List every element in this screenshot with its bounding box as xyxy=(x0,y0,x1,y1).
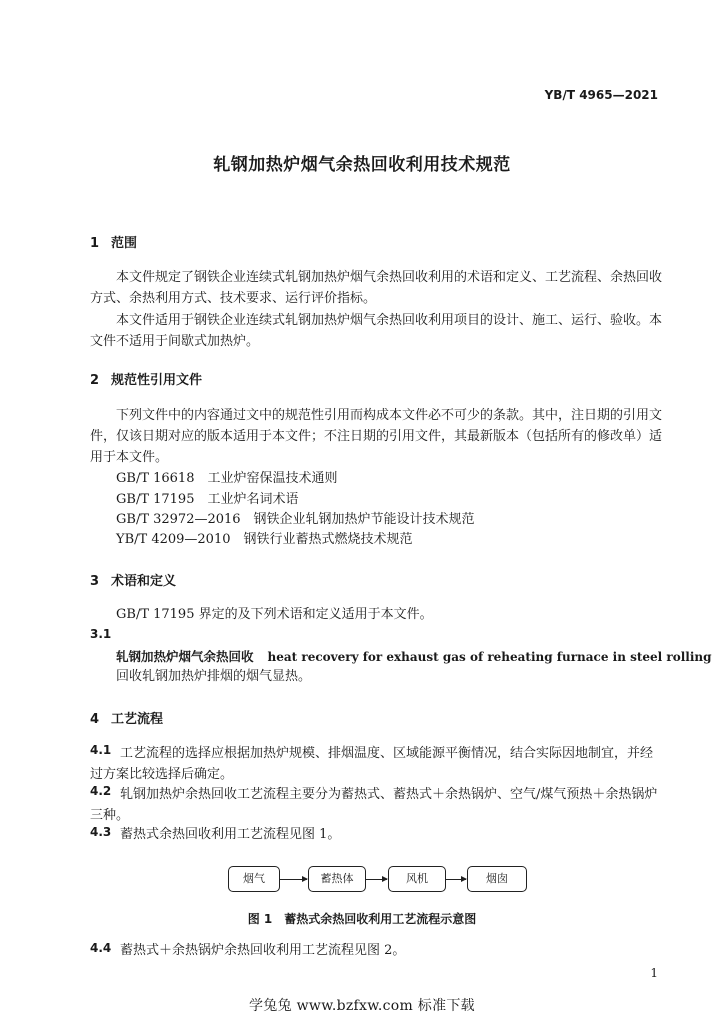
flow-node: 烟囱 xyxy=(467,866,527,892)
standard-code: YB/T 4965—2021 xyxy=(544,88,658,102)
section-number: 3 xyxy=(90,574,100,589)
clause-number: 4.4 xyxy=(90,941,112,955)
clause-text: 工艺流程的选择应根据加热炉规模、排烟温度、区域能源平衡情况，结合实际因地制宜，并经过方案比较选择后确定。 xyxy=(90,746,654,782)
section-2-heading xyxy=(90,369,202,388)
reference-item: YB/T 4209—2010 钢铁行业蓄热式燃烧技术规范 xyxy=(116,532,413,547)
clause-number: 4.1 xyxy=(90,743,112,757)
reference-item: GB/T 17195 工业炉名词术语 xyxy=(116,492,299,507)
term-entry xyxy=(116,647,712,668)
paragraph: 本文件规定了钢铁企业连续式轧钢加热炉烟气余热回收利用的术语和定义、工艺流程、余热回收方式、余热利用方式、技术要求、运行评价指标。 xyxy=(90,270,663,306)
flow-arrow xyxy=(280,879,307,880)
section-title: 范围 xyxy=(111,236,138,251)
section-3-heading xyxy=(90,570,176,589)
paragraph: GB/T 17195 界定的及下列术语和定义适用于本文件。 xyxy=(116,607,433,622)
flow-arrow xyxy=(446,879,466,880)
clause-number: 4.3 xyxy=(90,825,112,839)
reference-item: GB/T 16618 工业炉窑保温技术通则 xyxy=(116,471,338,486)
section-title: 术语和定义 xyxy=(111,574,177,589)
flow-node: 蓄热体 xyxy=(308,866,366,892)
section-number: 2 xyxy=(90,373,100,388)
section-title: 工艺流程 xyxy=(111,712,164,727)
clause-number: 3.1 xyxy=(90,627,112,641)
clause-text: 蓄热式余热回收利用工艺流程见图 1。 xyxy=(120,827,341,842)
page-number: 1 xyxy=(650,966,658,980)
section-4-heading xyxy=(90,708,163,727)
section-number: 4 xyxy=(90,712,100,727)
flow-arrow xyxy=(366,879,387,880)
flow-node: 风机 xyxy=(388,866,446,892)
clause-text: 蓄热式＋余热锅炉余热回收利用工艺流程见图 2。 xyxy=(120,943,406,958)
clause-number: 4.2 xyxy=(90,784,112,798)
watermark-text: 学兔兔 www.bzfxw.com 标准下载 xyxy=(249,998,475,1014)
term-definition: 回收轧钢加热炉排烟的烟气显热。 xyxy=(116,669,312,684)
paragraph: 本文件适用于钢铁企业连续式轧钢加热炉烟气余热回收利用项目的设计、施工、运行、验收。本文件不适用于间歇式加热炉。 xyxy=(90,313,663,349)
document-title: 轧钢加热炉烟气余热回收利用技术规范 xyxy=(213,155,511,175)
figure-caption: 图 1 蓄热式余热回收利用工艺流程示意图 xyxy=(247,912,477,926)
flow-node: 烟气 xyxy=(228,866,280,892)
clause-text: 轧钢加热炉余热回收工艺流程主要分为蓄热式、蓄热式＋余热锅炉、空气/煤气预热＋余热锅炉三种。 xyxy=(90,787,658,823)
term-english: heat recovery for exhaust gas of reheating furnace in steel rolling xyxy=(267,650,712,664)
term-chinese: 轧钢加热炉烟气余热回收 xyxy=(116,649,254,664)
section-number: 1 xyxy=(90,236,100,251)
reference-item: GB/T 32972—2016 钢铁企业轧钢加热炉节能设计技术规范 xyxy=(116,512,475,527)
paragraph: 下列文件中的内容通过文中的规范性引用而构成本文件必不可少的条款。其中，注日期的引用文件，仅该日期对应的版本适用于本文件；不注日期的引用文件，其最新版本（包括所有的修改单）适用于本文件。 xyxy=(90,408,663,465)
section-1-heading xyxy=(90,232,137,251)
section-title: 规范性引用文件 xyxy=(111,373,203,388)
